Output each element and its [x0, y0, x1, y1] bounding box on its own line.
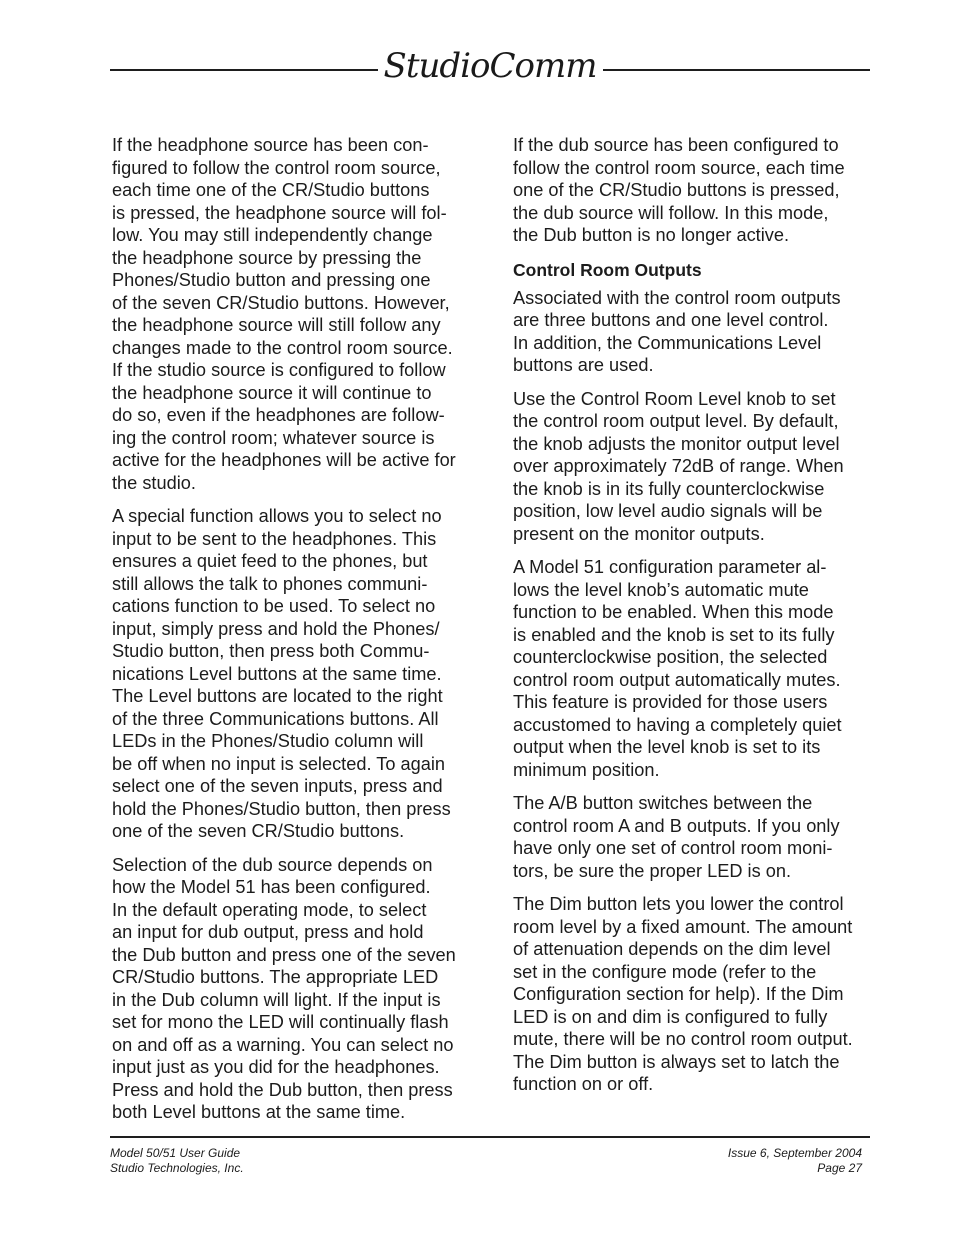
text-line: do so, even if the headphones are follow-: [112, 405, 445, 425]
text-line: active for the headphones will be active for: [112, 450, 456, 470]
text-line: Press and hold the Dub button, then press: [112, 1079, 453, 1100]
paragraph-no-input-headphones: [112, 505, 477, 843]
text-line: low. You may still independently change: [112, 225, 433, 245]
text-line: of the three Communications buttons. All: [112, 708, 439, 729]
text-line: control room output automatically mutes.: [513, 669, 841, 690]
text-line: accustomed to having a completely quiet: [513, 714, 842, 735]
text-line: set for mono the LED will continually flash: [112, 1012, 449, 1032]
text-line: A special function allows you to select no: [112, 506, 442, 526]
text-line: present on the monitor outputs.: [513, 523, 765, 544]
text-line: nications Level buttons at the same time.: [112, 663, 442, 684]
text-line: set in the configure mode (refer to the: [513, 961, 817, 982]
text-line: mute, there will be no control room output.: [513, 1029, 853, 1049]
text-line: The A/B button switches between the: [513, 793, 813, 813]
text-line: the knob is in its fully counterclockwise: [513, 478, 825, 499]
paragraph-dub-follow: [513, 134, 883, 247]
text-line: Use the Control Room Level knob to set: [513, 388, 836, 409]
text-line: cations function to be used. To select no: [112, 596, 436, 616]
left-column: [112, 134, 477, 1135]
paragraph-associated-outputs: [513, 287, 883, 377]
text-line: is enabled and the knob is set to its fully: [513, 624, 835, 645]
text-line: the headphone source it will continue to: [112, 382, 432, 403]
text-line: If the dub source has been configured to: [513, 135, 839, 155]
text-line: minimum position.: [513, 759, 660, 780]
footer-company: Studio Technologies, Inc.: [110, 1161, 244, 1175]
text-line: The Level buttons are located to the right: [112, 686, 443, 706]
text-line: If the studio source is configured to follow: [112, 360, 446, 380]
text-line: LED is on and dim is configured to fully: [513, 1006, 828, 1027]
paragraph-level-knob: [513, 388, 883, 546]
text-line: LEDs in the Phones/Studio column will: [112, 731, 424, 751]
text-line: changes made to the control room source.: [112, 337, 453, 358]
text-line: the studio.: [112, 472, 196, 493]
section-heading-control-room-outputs: Control Room Outputs: [513, 259, 702, 280]
text-line: lows the level knob’s automatic mute: [513, 579, 809, 600]
text-line: one of the seven CR/Studio buttons.: [112, 821, 405, 841]
text-line: Selection of the dub source depends on: [112, 854, 433, 875]
text-line: the headphone source by pressing the: [112, 247, 422, 268]
text-line: hold the Phones/Studio button, then press: [112, 798, 451, 819]
text-line: are three buttons and one level control.: [513, 310, 829, 330]
text-line: in the Dub column will light. If the input is: [112, 989, 441, 1010]
text-line: input, simply press and hold the Phones/: [112, 618, 440, 639]
text-line: control room A and B outputs. If you only: [513, 815, 840, 836]
text-line: the control room output level. By default,: [513, 411, 839, 431]
text-line: Associated with the control room outputs: [513, 287, 841, 308]
text-line: The Dim button is always set to latch the: [513, 1051, 840, 1072]
footer-rule: [110, 1136, 870, 1138]
footer-right: [728, 1146, 862, 1176]
text-line: is pressed, the headphone source will fol-: [112, 202, 447, 223]
text-line: Phones/Studio button and pressing one: [112, 270, 431, 290]
text-line: input to be sent to the headphones. This: [112, 528, 437, 549]
text-line: output when the level knob is set to its: [513, 737, 821, 757]
text-line: each time one of the CR/Studio buttons: [112, 180, 430, 200]
text-line: In addition, the Communications Level: [513, 332, 822, 353]
text-line: This feature is provided for those users: [513, 692, 828, 712]
text-line: of attenuation depends on the dim level: [513, 939, 831, 959]
text-line: ensures a quiet feed to the phones, but: [112, 551, 428, 571]
text-line: room level by a fixed amount. The amount: [513, 916, 853, 937]
footer-guide-title: Model 50/51 User Guide: [110, 1146, 241, 1160]
text-line: counterclockwise position, the selected: [513, 647, 828, 667]
text-line: If the headphone source has been con-: [112, 135, 429, 155]
text-line: function on or off.: [513, 1074, 654, 1094]
text-line: In the default operating mode, to select: [112, 899, 427, 920]
right-column: [513, 134, 883, 1107]
paragraph-ab-button: [513, 792, 883, 882]
text-line: Configuration section for help). If the Dim: [513, 984, 844, 1004]
text-line: how the Model 51 has been configured.: [112, 877, 431, 897]
text-line: an input for dub output, press and hold: [112, 922, 424, 942]
text-line: the Dub button and press one of the seven: [112, 944, 456, 965]
text-line: the headphone source will still follow any: [112, 315, 441, 335]
paragraph-auto-mute: [513, 556, 883, 781]
text-line: the dub source will follow. In this mode,: [513, 202, 829, 223]
header-rule-right: [603, 69, 870, 71]
text-line: over approximately 72dB of range. When: [513, 456, 844, 476]
text-line: tors, be sure the proper LED is on.: [513, 860, 792, 881]
text-line: position, low level audio signals will be: [513, 501, 823, 521]
text-line: CR/Studio buttons. The appropriate LED: [112, 967, 439, 987]
header-rule-left: [110, 69, 378, 71]
text-line: function to be enabled. When this mode: [513, 602, 834, 622]
footer-issue: Issue 6, September 2004: [727, 1146, 862, 1160]
text-line: ing the control room; whatever source is: [112, 427, 435, 448]
text-line: on and off as a warning. You can select no: [112, 1034, 454, 1055]
text-line: be off when no input is selected. To again: [112, 753, 446, 774]
paragraph-headphone-follow: [112, 134, 477, 494]
text-line: the knob adjusts the monitor output level: [513, 433, 840, 454]
text-line: the Dub button is no longer active.: [513, 225, 790, 245]
studiocomm-logo: StudioComm: [383, 46, 597, 86]
text-line: Studio button, then press both Commu-: [112, 641, 430, 661]
footer-left: [110, 1146, 244, 1176]
text-line: select one of the seven inputs, press and: [112, 776, 443, 796]
text-line: still allows the talk to phones communi-: [112, 573, 428, 594]
text-line: figured to follow the control room source,: [112, 157, 441, 178]
text-line: A Model 51 configuration parameter al-: [513, 557, 827, 577]
text-line: buttons are used.: [513, 355, 654, 375]
text-line: both Level buttons at the same time.: [112, 1102, 406, 1122]
text-line: of the seven CR/Studio buttons. However,: [112, 292, 450, 313]
footer-page-number: Page 27: [817, 1161, 862, 1175]
text-line: follow the control room source, each time: [513, 157, 845, 178]
text-line: one of the CR/Studio buttons is pressed,: [513, 180, 840, 200]
paragraph-dub-source-selection: [112, 854, 477, 1124]
text-line: The Dim button lets you lower the control: [513, 894, 844, 914]
paragraph-dim-button: [513, 893, 883, 1096]
text-line: input just as you did for the headphones.: [112, 1057, 440, 1077]
text-line: have only one set of control room moni-: [513, 838, 833, 858]
